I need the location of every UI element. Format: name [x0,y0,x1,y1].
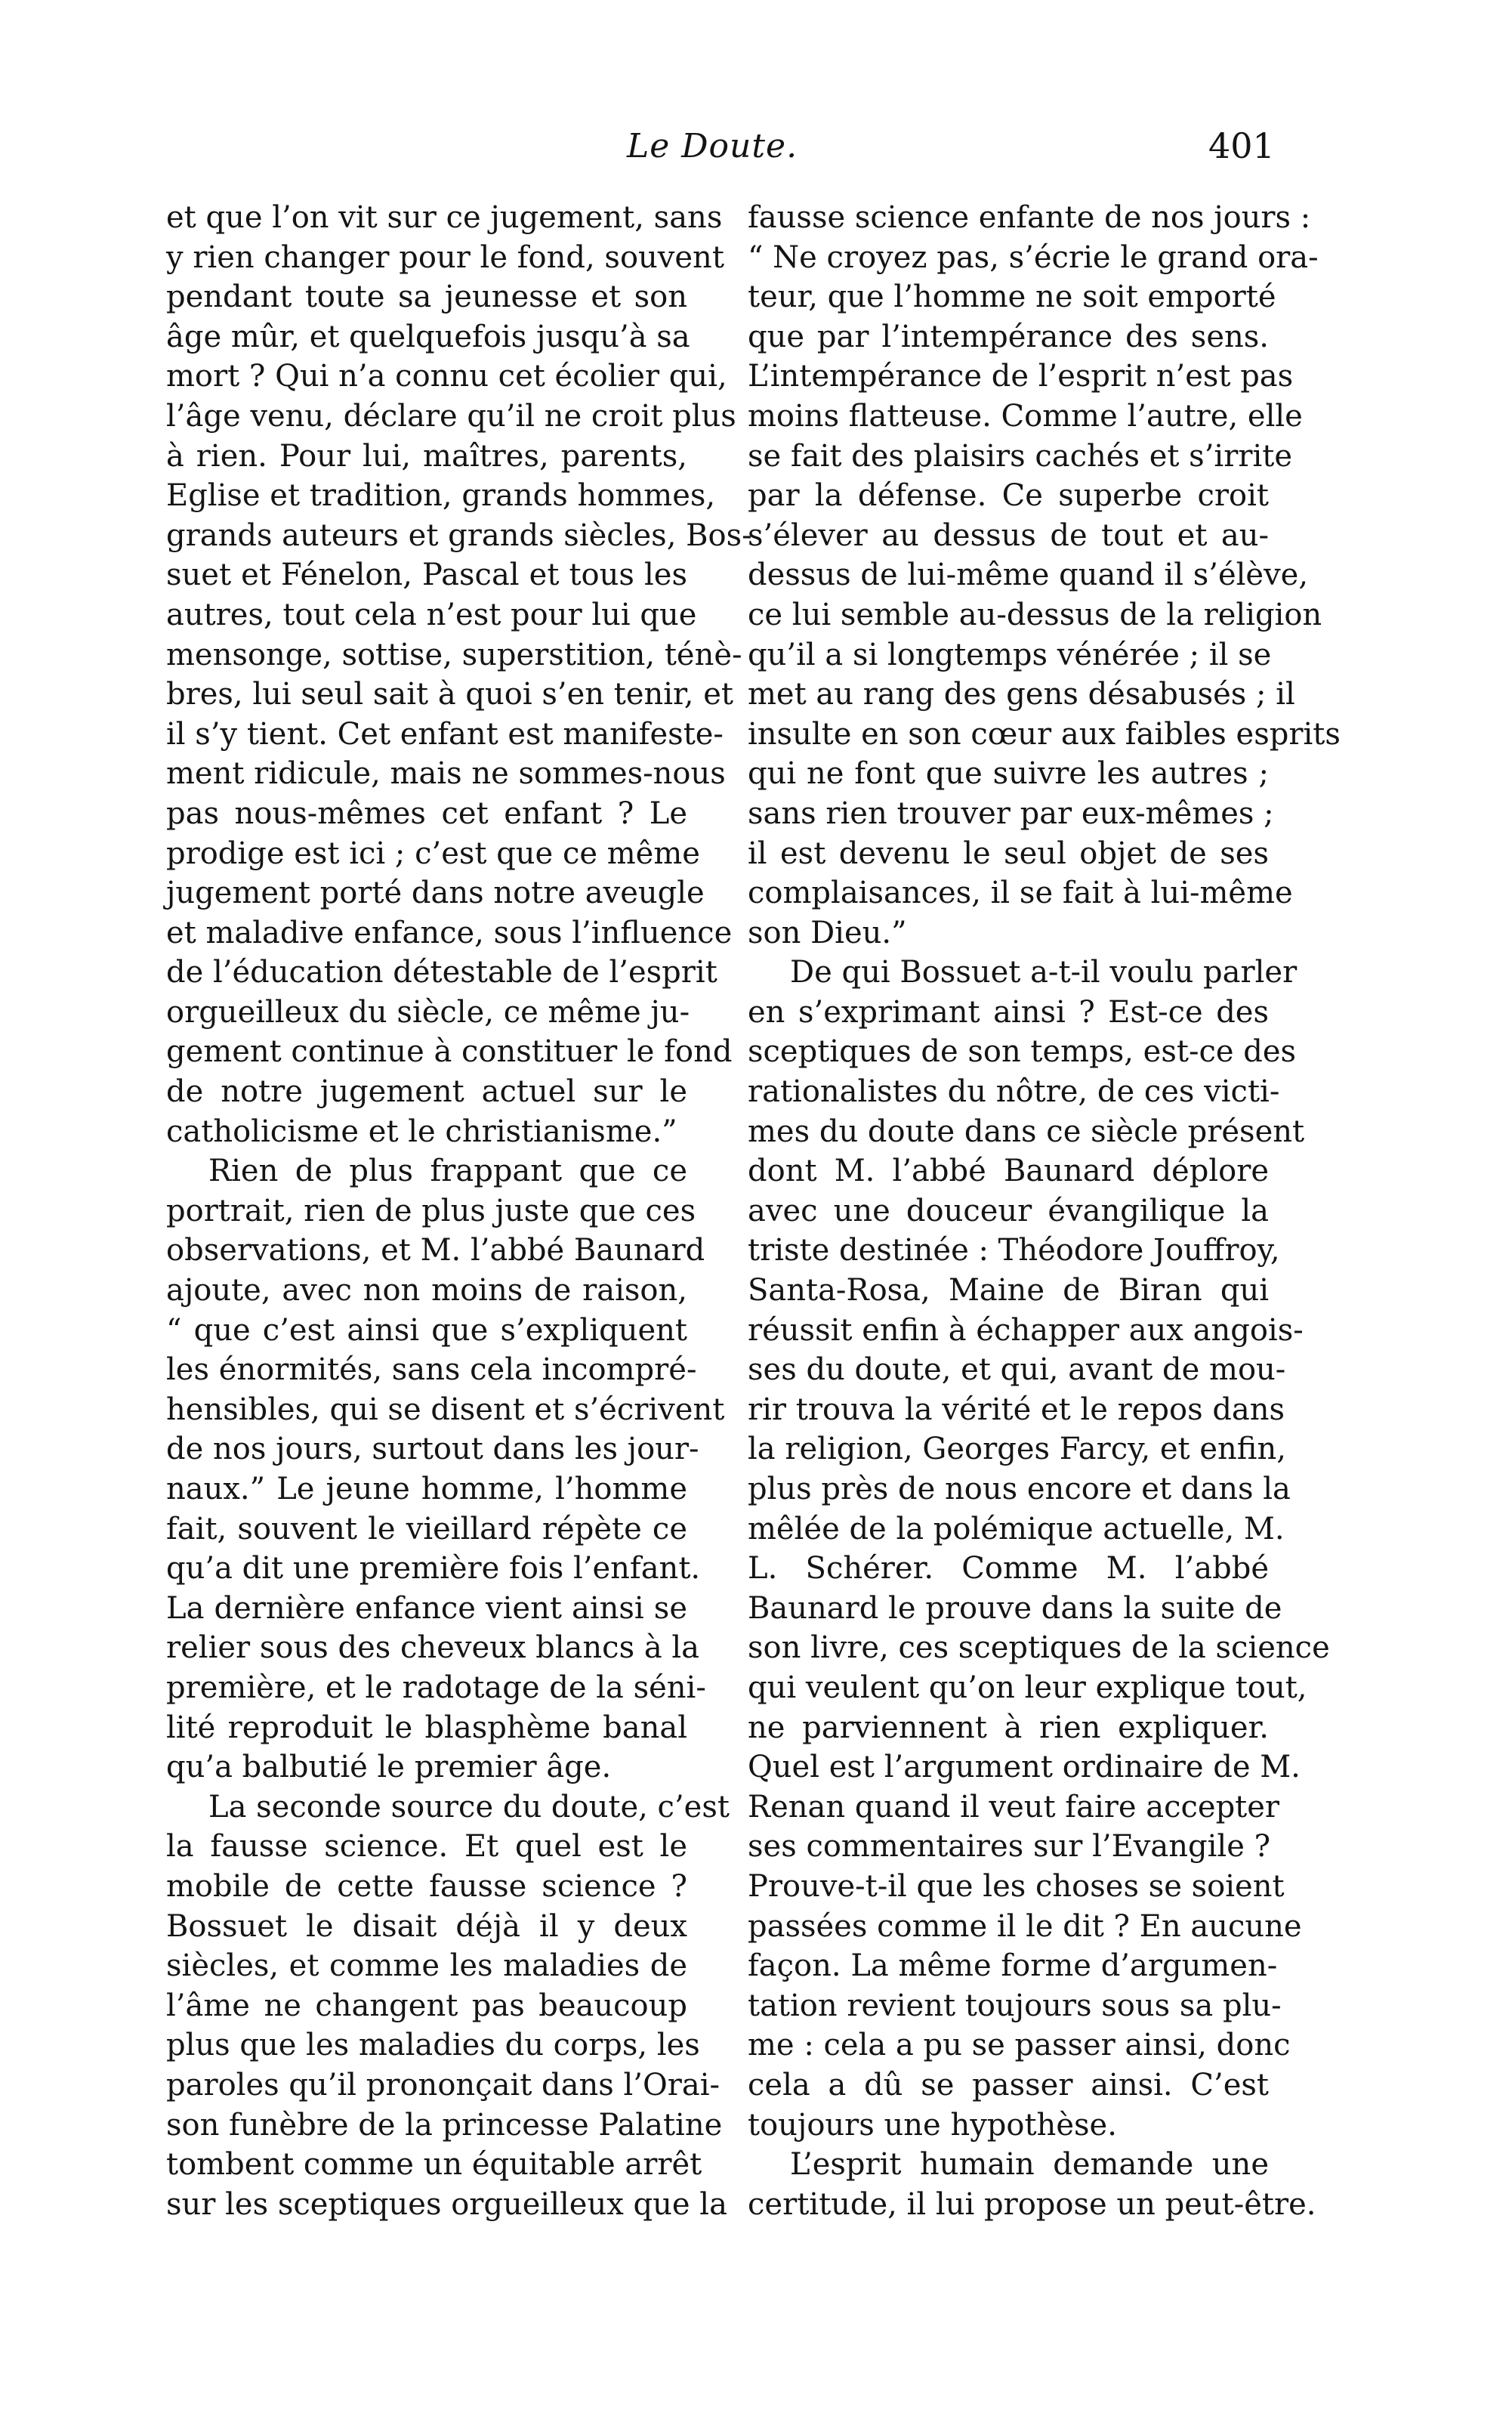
text-line: pas nous-mêmes cet enfant ? Le [166,796,687,831]
text-line: ses commentaires sur l’Evangile ? [748,1829,1271,1865]
text-line: dont M. l’abbé Baunard déplore [748,1154,1269,1189]
text-line: lité reproduit le blasphème banal [166,1710,687,1745]
text-line: grands auteurs et grands siècles, Bos- [166,518,752,553]
text-line: les énormités, sans cela incompré- [166,1352,697,1388]
text-line: que par l’intempérance des sens. [748,319,1269,354]
text-line: plus près de nous encore et dans la [748,1472,1291,1506]
right-text-column [748,198,1341,2224]
text-line: l’âme ne changent pas beaucoup [166,1988,687,2023]
text-line: L’intempérance de l’esprit n’est pas [748,359,1294,394]
text-line: portrait, rien de plus juste que ces [166,1193,696,1228]
text-line: L’esprit humain demande une [790,2147,1269,2183]
text-line: La seconde source du doute, c’est [208,1789,730,1824]
text-line: fait, souvent le vieillard répète ce [166,1511,687,1546]
text-line: sans rien trouver par eux-mêmes ; [748,796,1274,831]
text-line: l’âge venu, déclare qu’il ne croit plus [166,398,736,434]
text-line: et maladive enfance, sous l’influence [166,915,733,950]
text-line: mes du doute dans ce siècle présent [748,1114,1305,1149]
text-line: bres, lui seul sait à quoi s’en tenir, et [166,677,733,712]
text-line: qu’a balbutié le premier âge. [166,1750,612,1785]
text-line: qu’a dit une première fois l’enfant. [166,1551,701,1587]
text-line: tombent comme un équitable arrêt [166,2147,702,2183]
text-line: ment ridicule, mais ne sommes-nous [166,756,726,792]
text-line: Renan quand il veut faire accepter [748,1789,1280,1824]
text-line: fausse science enfante de nos jours : [748,200,1311,235]
text-line: mobile de cette fausse science ? [166,1868,687,1904]
text-line: tation revient toujours sous sa plu- [748,1988,1282,2023]
text-line: qu’il a si longtemps vénérée ; il se [748,637,1272,672]
text-line: L. Schérer. Comme M. l’abbé [748,1551,1269,1587]
text-line: rationalistes du nôtre, de ces victi- [748,1074,1280,1110]
text-line: prodige est ici ; c’est que ce même [166,836,700,871]
text-line: toujours une hypothèse. [748,2107,1117,2143]
text-line: autres, tout cela n’est pour lui que [166,597,697,632]
text-line: la fausse science. Et quel est le [166,1829,687,1865]
text-line: naux.” Le jeune homme, l’homme [166,1472,687,1506]
text-line: catholicisme et le christianisme.” [166,1114,677,1149]
text-line: première, et le radotage de la séni- [166,1670,706,1705]
text-line: suet et Fénelon, Pascal et tous les [166,558,687,593]
text-line: siècles, et comme les maladies de [166,1948,687,1984]
text-line: mensonge, sottise, superstition, ténè- [166,637,742,672]
text-line: il s’y tient. Cet enfant est manifeste- [166,716,724,752]
text-line: dessus de lui-même quand il s’élève, [748,558,1309,593]
text-line: orgueilleux du siècle, ce même ju- [166,994,690,1030]
text-line: qui ne font que suivre les autres ; [748,756,1269,792]
text-line: certitude, il lui propose un peut-être. [748,2186,1316,2222]
text-line: Quel est l’argument ordinaire de M. [748,1750,1301,1785]
text-line: Bossuet le disait déjà il y deux [166,1908,687,1944]
text-line: y rien changer pour le fond, souvent [166,239,724,275]
text-line: jugement porté dans notre aveugle [166,876,705,911]
text-line: qui veulent qu’on leur explique tout, [748,1670,1307,1705]
text-line: façon. La même forme d’argumen- [748,1948,1278,1984]
left-text-column [166,198,752,2224]
text-line: rir trouva la vérité et le repos dans [748,1392,1285,1427]
text-line: ajoute, avec non moins de raison, [166,1273,687,1309]
text-line: La dernière enfance vient ainsi se [166,1590,687,1626]
text-line: Eglise et tradition, grands hommes, [166,478,716,514]
text-line: de l’éducation détestable de l’esprit [166,955,717,990]
text-line: triste destinée : Théodore Jouffroy, [748,1233,1280,1268]
text-line: avec une douceur évangilique la [748,1193,1269,1228]
text-line: “ Ne croyez pas, s’écrie le grand ora- [748,239,1319,275]
text-line: Baunard le prouve dans la suite de [748,1590,1282,1626]
text-line: Prouve-t-il que les choses se soient [748,1868,1285,1904]
text-line: cela a dû se passer ainsi. C’est [748,2067,1269,2103]
text-line: ses du doute, et qui, avant de mou- [748,1352,1286,1388]
text-line: De qui Bossuet a-t-il voulu parler [790,955,1298,990]
text-line: se fait des plaisirs cachés et s’irrite [748,438,1292,474]
text-line: met au rang des gens désabusés ; il [748,677,1295,712]
text-line: de notre jugement actuel sur le [166,1074,687,1110]
text-line: paroles qu’il prononçait dans l’Orai- [166,2067,721,2103]
text-line: la religion, Georges Farcy, et enfin, [748,1432,1286,1467]
text-line: Rien de plus frappant que ce [208,1154,687,1189]
text-line: relier sous des cheveux blancs à la [166,1630,700,1666]
text-line: moins flatteuse. Comme l’autre, elle [748,398,1303,434]
text-line: insulte en son cœur aux faibles esprits [748,716,1341,752]
text-line: pendant toute sa jeunesse et son [166,280,687,315]
text-line: son livre, ces sceptiques de la science [748,1630,1330,1666]
text-line: âge mûr, et quelquefois jusqu’à sa [166,319,690,354]
text-line: me : cela a pu se passer ainsi, donc [748,2028,1291,2063]
text-line: passées comme il le dit ? En aucune [748,1908,1302,1944]
text-line: s’élever au dessus de tout et au- [748,518,1269,553]
text-line: hensibles, qui se disent et s’écrivent [166,1392,725,1427]
text-line: sur les sceptiques orgueilleux que la [166,2186,727,2222]
text-line: mêlée de la polémique actuelle, M. [748,1511,1285,1546]
text-line: réussit enfin à échapper aux angois- [748,1312,1304,1348]
text-line: observations, et M. l’abbé Baunard [166,1233,705,1268]
text-line: teur, que l’homme ne soit emporté [748,280,1276,315]
text-line: il est devenu le seul objet de ses [748,836,1269,871]
text-line: ce lui semble au-dessus de la religion [748,597,1322,632]
text-line: ne parviennent à rien expliquer. [748,1710,1269,1745]
text-line: complaisances, il se fait à lui-même [748,876,1293,911]
text-line: son Dieu.” [748,915,907,950]
text-line: gement continue à constituer le fond [166,1034,733,1070]
text-line: mort ? Qui n’a connu cet écolier qui, [166,359,727,394]
text-line: Santa-Rosa, Maine de Biran qui [748,1273,1269,1309]
text-line: de nos jours, surtout dans les jour- [166,1432,699,1467]
text-line: par la défense. Ce superbe croit [748,478,1269,514]
text-line: en s’exprimant ainsi ? Est-ce des [748,994,1269,1030]
text-line: sceptiques de son temps, est-ce des [748,1034,1297,1070]
text-line: son funèbre de la princesse Palatine [166,2107,723,2143]
text-line: à rien. Pour lui, maîtres, parents, [166,438,687,474]
running-title: Le Doute. [627,127,798,165]
text-line: “ que c’est ainsi que s’expliquent [166,1312,687,1348]
text-line: et que l’on vit sur ce jugement, sans [166,200,723,235]
text-line: plus que les maladies du corps, les [166,2028,700,2063]
page-number: 401 [1208,125,1275,166]
